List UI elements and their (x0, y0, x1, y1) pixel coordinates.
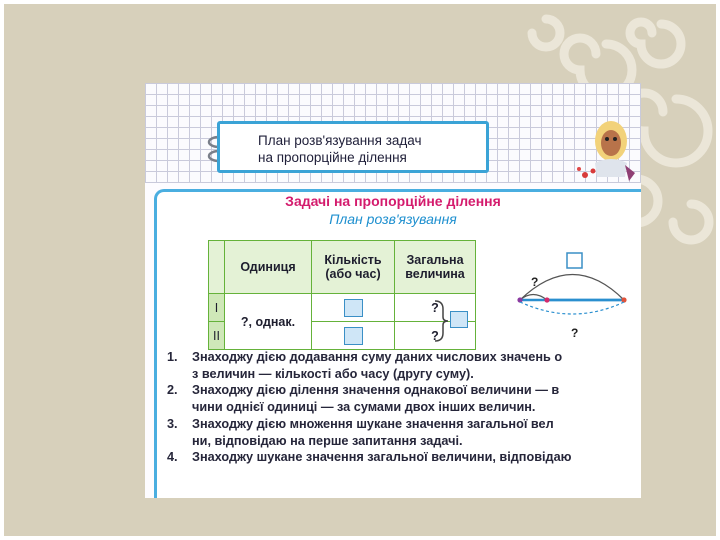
step-line-2: чини однієї одиниці — за сумами двох інших величин. (192, 400, 536, 415)
step-line-1: Знаходжу дією ділення значення однакової величини — в (192, 383, 560, 398)
total-value: ? (431, 328, 439, 343)
section-title: Задачі на пропорційне ділення (285, 193, 501, 209)
plan-steps-list (167, 349, 641, 466)
segment-diagram (513, 251, 633, 346)
row-label: І (209, 294, 225, 322)
header-total (395, 241, 476, 294)
textbook-page (145, 83, 641, 498)
step-line-2: ни, відповідаю на перше запитання задачі. (192, 433, 463, 448)
note-line-1: План розв'язування задач (258, 133, 422, 148)
diagram-top-mark: ? (531, 275, 539, 289)
step-number: 3. (167, 416, 178, 431)
header-amount (312, 241, 395, 294)
step-line-1: Знаходжу шукане значення загальної величини, відповідаю (192, 450, 572, 465)
header-total-line-1: Загальна (406, 253, 464, 267)
header-gutter-cell (209, 241, 225, 294)
step-number: 2. (167, 383, 178, 398)
blank-square-icon (344, 299, 363, 317)
list-item (167, 349, 641, 382)
header-unit (225, 241, 312, 294)
row-label: ІІ (209, 322, 225, 350)
step-number: 4. (167, 450, 178, 465)
section-subtitle: План розв'язування (329, 211, 457, 227)
step-line-1: Знаходжу дією множення шукане значення загальної вел (192, 416, 554, 431)
cartoon-character-illustration (575, 103, 641, 183)
unit-value: ?, однак. (240, 314, 296, 329)
header-total-line-2: величина (405, 267, 465, 281)
header-unit-label: Одиниця (240, 260, 296, 274)
step-number: 1. (167, 350, 178, 364)
note-line-2: на пропорційне ділення (258, 150, 407, 165)
list-item (167, 382, 641, 415)
plan-note-card (217, 121, 489, 173)
diagram-bottom-mark: ? (571, 326, 579, 340)
step-line-1: Знаходжу дією додавання суму даних числових значень о (192, 350, 563, 364)
step-line-2: з величин — кількості або часу (другу суму). (192, 366, 474, 381)
header-amount-line-2: (або час) (325, 267, 381, 281)
list-item (167, 416, 641, 449)
table-header-row (209, 241, 476, 294)
header-amount-line-1: Кількість (324, 253, 382, 267)
amount-cell (312, 322, 395, 350)
blank-square-icon (344, 327, 363, 345)
amount-cell (312, 294, 395, 322)
sum-square-icon (450, 311, 468, 328)
total-value: ? (431, 300, 439, 315)
note-text (258, 132, 422, 166)
diagram-top-square (567, 253, 582, 268)
list-item (167, 449, 641, 466)
unit-cell (225, 294, 312, 350)
